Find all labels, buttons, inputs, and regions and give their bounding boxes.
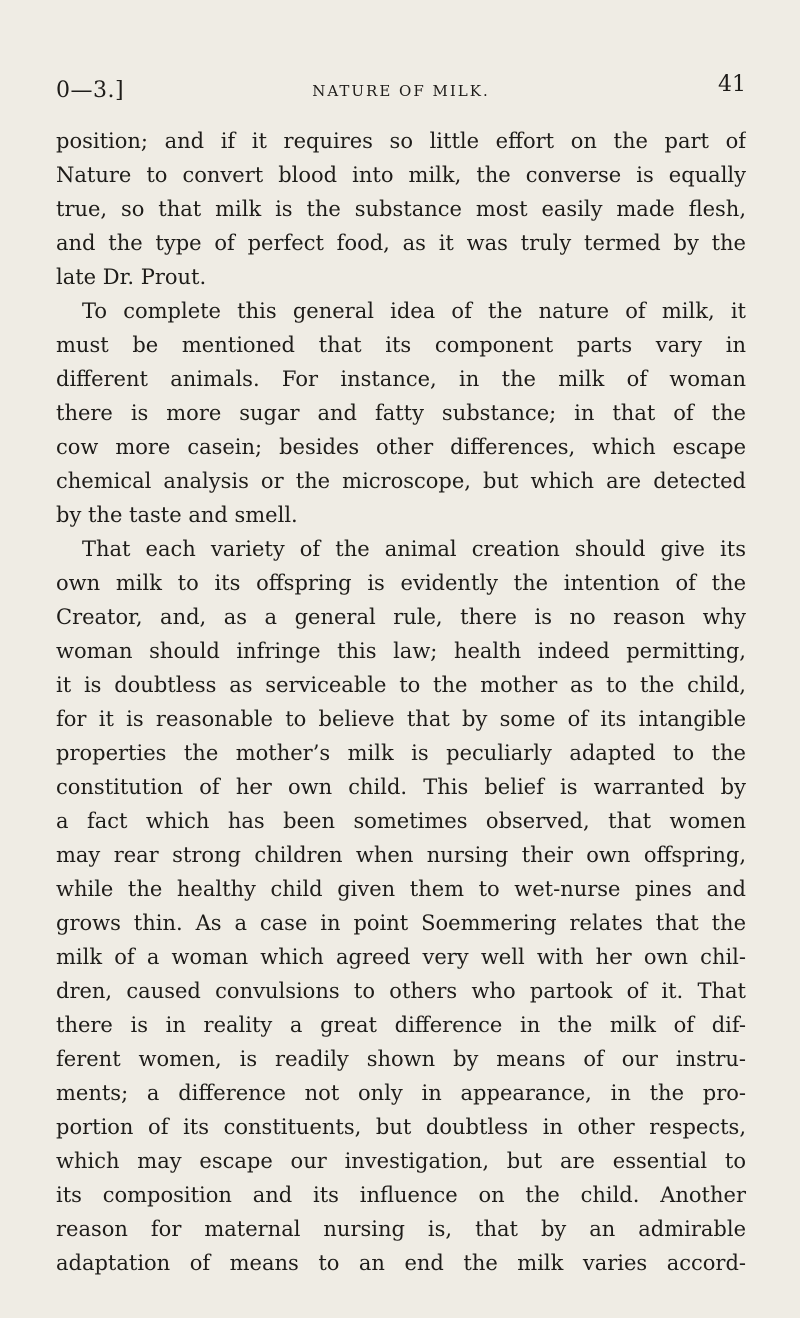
text-line: milk of a woman which agreed very well with her own chil-	[56, 945, 746, 969]
text-line: which may escape our investigation, but are essential to	[56, 1149, 746, 1173]
text-line: for it is reasonable to believe that by some of its intangible	[56, 707, 746, 731]
text-line: reason for maternal nursing is, that by an admirable	[56, 1217, 746, 1241]
text-line: own milk to its offspring is evidently the intention of the	[56, 571, 746, 595]
text-line: and the type of perfect food, as it was truly termed by the	[56, 231, 746, 255]
text-line: cow more casein; besides other differences, which escape	[56, 435, 746, 459]
section-number: 0—3.]	[56, 78, 125, 103]
running-title: NATURE OF MILK.	[312, 82, 490, 100]
text-line: properties the mother’s milk is peculiarly adapted to the	[56, 741, 746, 765]
text-line: grows thin. As a case in point Soemmering relates that the	[56, 911, 746, 935]
text-line: may rear strong children when nursing their own offspring,	[56, 843, 746, 867]
text-line: there is more sugar and fatty substance; in that of the	[56, 401, 746, 425]
text-line: ferent women, is readily shown by means of our instru-	[56, 1047, 746, 1071]
paragraph-start-line: To complete this general idea of the nature of milk, it	[82, 299, 746, 323]
text-line: Creator, and, as a general rule, there is no reason why	[56, 605, 746, 629]
text-line: portion of its constituents, but doubtless in other respects,	[56, 1115, 746, 1139]
text-line: true, so that milk is the substance most easily made flesh,	[56, 197, 746, 221]
paragraph-start-line: That each variety of the animal creation should give its	[82, 537, 746, 561]
text-line: it is doubtless as serviceable to the mother as to the child,	[56, 673, 746, 697]
text-line: constitution of her own child. This belief is warranted by	[56, 775, 746, 799]
text-line: Nature to convert blood into milk, the converse is equally	[56, 163, 746, 187]
text-line: chemical analysis or the microscope, but which are detected	[56, 469, 746, 493]
text-line: while the healthy child given them to wet-nurse pines and	[56, 877, 746, 901]
text-line: late Dr. Prout.	[56, 265, 207, 289]
text-line: position; and if it requires so little effort on the part of	[56, 129, 746, 153]
text-line: by the taste and smell.	[56, 503, 298, 527]
text-line: its composition and its influence on the child. Another	[56, 1183, 746, 1207]
text-line: a fact which has been sometimes observed, that women	[56, 809, 746, 833]
body-text	[56, 124, 746, 1280]
text-line: adaptation of means to an end the milk varies accord-	[56, 1251, 746, 1275]
text-line: there is in reality a great difference in the milk of dif-	[56, 1013, 746, 1037]
text-line: woman should infringe this law; health indeed permitting,	[56, 639, 746, 663]
text-line: dren, caused convulsions to others who partook of it. That	[56, 979, 746, 1003]
text-line: ments; a difference not only in appearance, in the pro-	[56, 1081, 746, 1105]
running-head	[56, 72, 746, 118]
text-line: different animals. For instance, in the milk of woman	[56, 367, 746, 391]
text-line: must be mentioned that its component parts vary in	[56, 333, 746, 357]
page-number: 41	[718, 72, 746, 97]
